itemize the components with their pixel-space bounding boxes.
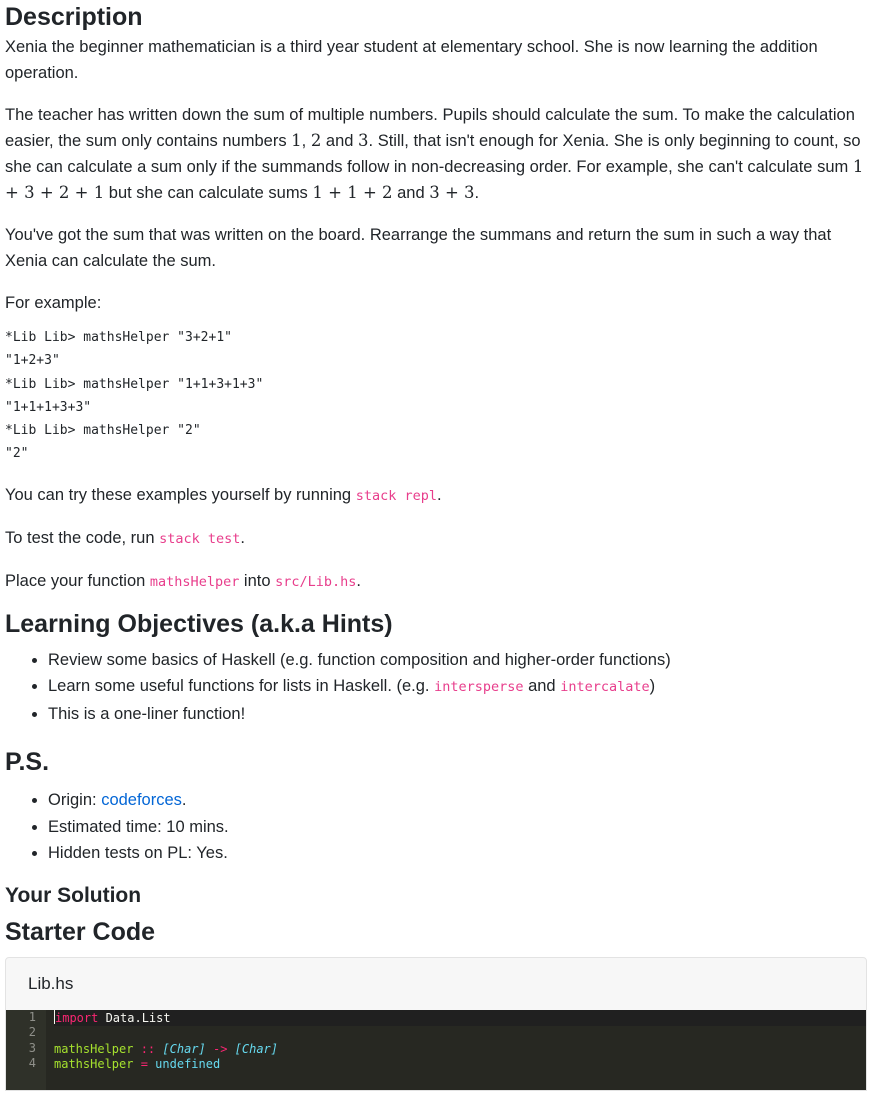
list-item: • Estimated time: 10 mins. [48,814,868,841]
example-label: For example: [5,294,102,312]
text: Place your function [5,571,150,590]
starter-code-card [5,957,867,1091]
text: . Still, that isn't enough for Xenia. She is only beginning to count, so she can calculate a sum only if the summands follow in non-decreasing order. For example, she can't calculate sum [5,132,861,176]
operator: = [133,1057,156,1072]
text: ) [649,677,656,696]
code-line[interactable] [54,1042,866,1058]
code-line[interactable] [54,1026,866,1042]
math: 1 + 3 + 2 + 1 [5,157,864,202]
list-item: • This is a one-liner function! [48,701,868,728]
text: Learn some useful functions for lists in Haskell. (e.g. [48,677,435,696]
line-number: 3 [28,1040,36,1055]
ps-list [5,787,868,867]
text: . [240,528,245,547]
text: but she can calculate sums [104,184,313,202]
inline-code: stack repl [355,487,437,504]
keyword: import [55,1010,99,1025]
file-name: Lib.hs [28,973,74,993]
code-line[interactable] [54,1057,866,1073]
math: 3 [358,131,369,150]
operator: :: [133,1041,163,1056]
text: . [474,184,480,202]
type: [Char] [234,1041,279,1056]
text: Origin: [48,791,102,810]
text: and [321,132,359,150]
list-item [48,787,868,814]
text: into [239,571,276,590]
text: . [436,485,442,504]
description-intro: Xenia the beginner mathematician is a third year student at elementary school. She is now learning the addition operation. [5,38,818,82]
list-item [48,673,868,701]
starter-heading: Starter Code [5,917,156,946]
text: and [523,677,561,696]
place-instruction [5,568,868,595]
text: The teacher has written down the sum of multiple numbers. Pupils should calculate the sum. To make the calculation easier, the sum only contains numbers [5,106,855,150]
operator: -> [205,1041,235,1056]
function-name: mathsHelper [54,1057,134,1072]
inline-code: intercalate [560,679,650,696]
line-number-gutter [6,1010,46,1090]
inline-code: src/Lib.hs [275,573,357,590]
description-heading: Description [5,3,143,31]
inline-code: mathsHelper [149,573,240,590]
line-number: 4 [28,1056,36,1071]
text: You can try these examples yourself by running [5,485,356,504]
description-task: You've got the sum that was written on the board. Rearrange the summans and return the sum in such a way that Xenia can calculate the sum. [5,226,832,270]
codeforces-link[interactable]: codeforces [101,791,182,810]
objectives-list [5,647,868,728]
example-code-block: *Lib Lib> mathsHelper "3+2+1" "1+2+3" *Lib Lib> mathsHelper "1+1+3+1+3" "1+1+1+3+3" *Lib Lib> mathsHelper "2" "2" [5,330,264,462]
math: 1 [291,131,302,150]
code-lines[interactable] [54,1010,866,1073]
inline-code: stack test [159,530,241,547]
code-line[interactable] [54,1010,866,1027]
inline-code: intersperse [434,679,524,696]
solution-heading: Your Solution [5,883,142,907]
module: Data.List [98,1010,171,1025]
text: . [356,571,361,590]
text: and [392,184,430,202]
test-instruction [5,525,868,552]
constant: undefined [155,1057,221,1072]
ps-heading: P.S. [5,748,50,777]
math: 3 + 3 [429,183,475,202]
objectives-heading: Learning Objectives (a.k.a Hints) [5,609,393,638]
function-name: mathsHelper [54,1041,134,1056]
list-item: • Review some basics of Haskell (e.g. function composition and higher-order functions) [48,647,868,674]
text: , [301,132,311,150]
math: 1 + 1 + 2 [312,183,393,202]
description-problem [5,102,868,206]
math: 2 [310,131,322,150]
text: . [181,791,187,810]
text: To test the code, run [5,528,160,547]
repl-instruction [5,482,868,509]
code-editor[interactable] [6,1010,866,1090]
list-item: • Hidden tests on PL: Yes. [48,840,868,867]
type: [Char] [162,1041,206,1056]
line-number: 1 [28,1009,36,1024]
line-number: 2 [28,1025,36,1040]
